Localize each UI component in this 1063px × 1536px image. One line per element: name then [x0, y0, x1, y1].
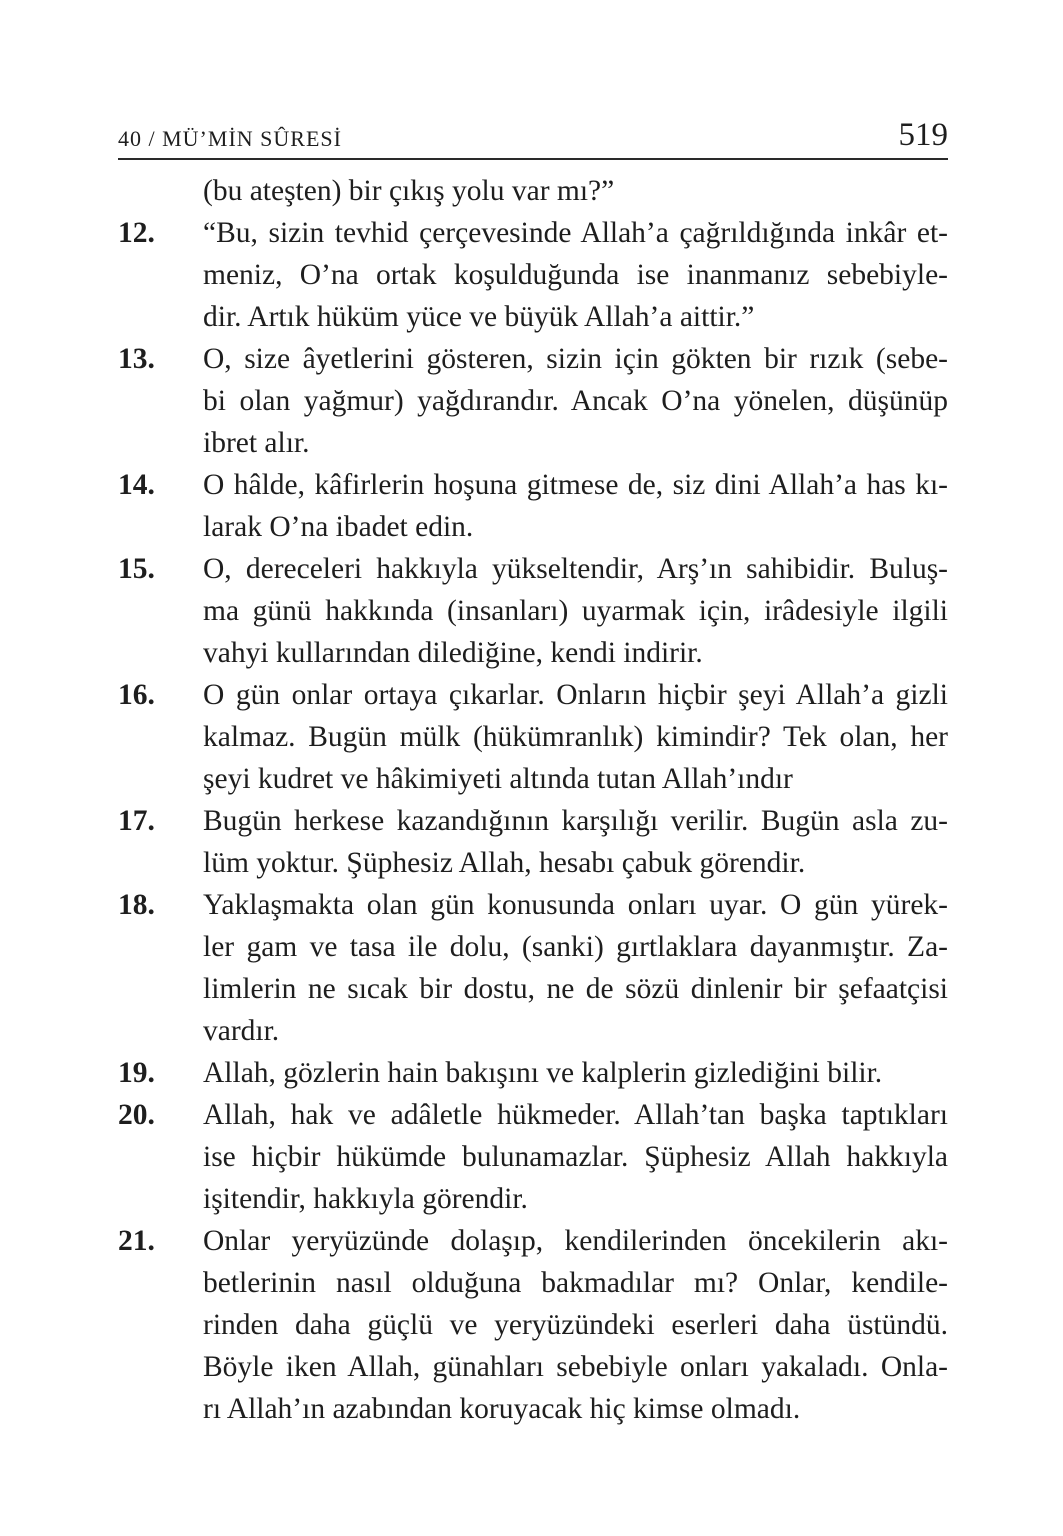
text-line — [118, 170, 948, 212]
verse-text: Bugün herkese kazandığının karşılığı verilir. Bugün asla zu- — [203, 805, 948, 837]
verse-text: ler gam ve tasa ile dolu, (sanki) gırtlaklara dayanmıştır. Za- — [203, 931, 948, 963]
verse-number: 12. — [118, 217, 155, 249]
verse-text: “Bu, sizin tevhid çerçevesinde Allah’a çağrıldığında inkâr et- — [203, 217, 948, 249]
verse-text: Allah, hak ve adâletle hükmeder. Allah’tan başka taptıkları — [203, 1099, 948, 1131]
text-line — [118, 548, 948, 590]
text-line — [118, 338, 948, 380]
verse-number: 17. — [118, 805, 155, 837]
text-line — [118, 464, 948, 506]
verse-number: 14. — [118, 469, 155, 501]
text-line — [118, 1304, 948, 1346]
verse-text: dir. Artık hüküm yüce ve büyük Allah’a aittir.” — [203, 301, 755, 333]
text-line — [118, 1136, 948, 1178]
verse-text: Yaklaşmakta olan gün konusunda onları uyar. O gün yürek- — [203, 889, 948, 921]
verse-text: ma günü hakkında (insanları) uyarmak için, irâdesiyle ilgili — [203, 595, 948, 627]
verse-text: Onlar yeryüzünde dolaşıp, kendilerinden öncekilerin akı- — [203, 1225, 948, 1257]
verse-text: limlerin ne sıcak bir dostu, ne de sözü dinlenir bir şefaatçisi — [203, 973, 948, 1005]
verse-text: rinden daha güçlü ve yeryüzündeki eserleri daha üstündü. — [203, 1309, 948, 1341]
verse-number: 21. — [118, 1225, 155, 1257]
text-line — [118, 1346, 948, 1388]
verse-text: ise hiçbir hükümde bulunamazlar. Şüphesiz Allah hakkıyla — [203, 1141, 948, 1173]
page-header — [118, 112, 948, 160]
verse-text: ibret alır. — [203, 427, 310, 459]
verse-text: kalmaz. Bugün mülk (hükümranlık) kimindir? Tek olan, her — [203, 721, 948, 753]
text-line — [118, 1094, 948, 1136]
text-line — [118, 1220, 948, 1262]
text-line — [118, 926, 948, 968]
text-line — [118, 800, 948, 842]
verse-text: larak O’na ibadet edin. — [203, 511, 474, 543]
text-line — [118, 674, 948, 716]
verse-list — [118, 170, 948, 1430]
verse-text: işitendir, hakkıyla görendir. — [203, 1183, 528, 1215]
text-line — [118, 254, 948, 296]
text-line — [118, 968, 948, 1010]
verse-text: Allah, gözlerin hain bakışını ve kalplerin gizlediğini bilir. — [203, 1057, 883, 1089]
text-line — [118, 212, 948, 254]
verse-text: vardır. — [203, 1015, 280, 1047]
verse-text: betlerinin nasıl olduğuna bakmadılar mı? Onlar, kendile- — [203, 1267, 948, 1299]
verse-text: meniz, O’na ortak koşulduğunda ise inanmanız sebebiyle- — [203, 259, 948, 291]
verse-number: 16. — [118, 679, 155, 711]
page-number: 519 — [898, 117, 948, 153]
verse-text: O, dereceleri hakkıyla yükseltendir, Arş’ın sahibidir. Buluş- — [203, 553, 948, 585]
verse-number: 13. — [118, 343, 155, 375]
verse-text: lüm yoktur. Şüphesiz Allah, hesabı çabuk görendir. — [203, 847, 806, 879]
verse-text: bi olan yağmur) yağdırandır. Ancak O’na yönelen, düşünüp — [203, 385, 948, 417]
text-line — [118, 758, 948, 800]
verse-text: O hâlde, kâfirlerin hoşuna gitmese de, siz dini Allah’a has kı- — [203, 469, 948, 501]
text-line — [118, 842, 948, 884]
text-line — [118, 632, 948, 674]
verse-text: (bu ateşten) bir çıkış yolu var mı?” — [203, 175, 615, 207]
text-line — [118, 716, 948, 758]
verse-text: rı Allah’ın azabından koruyacak hiç kimse olmadı. — [203, 1393, 801, 1425]
text-line — [118, 422, 948, 464]
verse-number: 15. — [118, 553, 155, 585]
verse-text: şeyi kudret ve hâkimiyeti altında tutan Allah’ındır — [203, 763, 793, 795]
text-line — [118, 590, 948, 632]
text-line — [118, 1178, 948, 1220]
verse-number: 19. — [118, 1057, 155, 1089]
text-line — [118, 1052, 948, 1094]
text-line — [118, 506, 948, 548]
verse-text: O gün onlar ortaya çıkarlar. Onların hiçbir şeyi Allah’a gizli — [203, 679, 948, 711]
verse-text: vahyi kullarından dilediğine, kendi indirir. — [203, 637, 703, 669]
text-line — [118, 1388, 948, 1430]
text-line — [118, 1262, 948, 1304]
text-line — [118, 884, 948, 926]
running-title: 40 / MÜ’MİN SÛRESİ — [118, 126, 342, 151]
text-line — [118, 380, 948, 422]
text-line — [118, 296, 948, 338]
verse-number: 20. — [118, 1099, 155, 1131]
verse-number: 18. — [118, 889, 155, 921]
text-line — [118, 1010, 948, 1052]
verse-text: Böyle iken Allah, günahları sebebiyle onları yakaladı. Onla- — [203, 1351, 948, 1383]
verse-text: O, size âyetlerini gösteren, sizin için gökten bir rızık (sebe- — [203, 343, 948, 375]
